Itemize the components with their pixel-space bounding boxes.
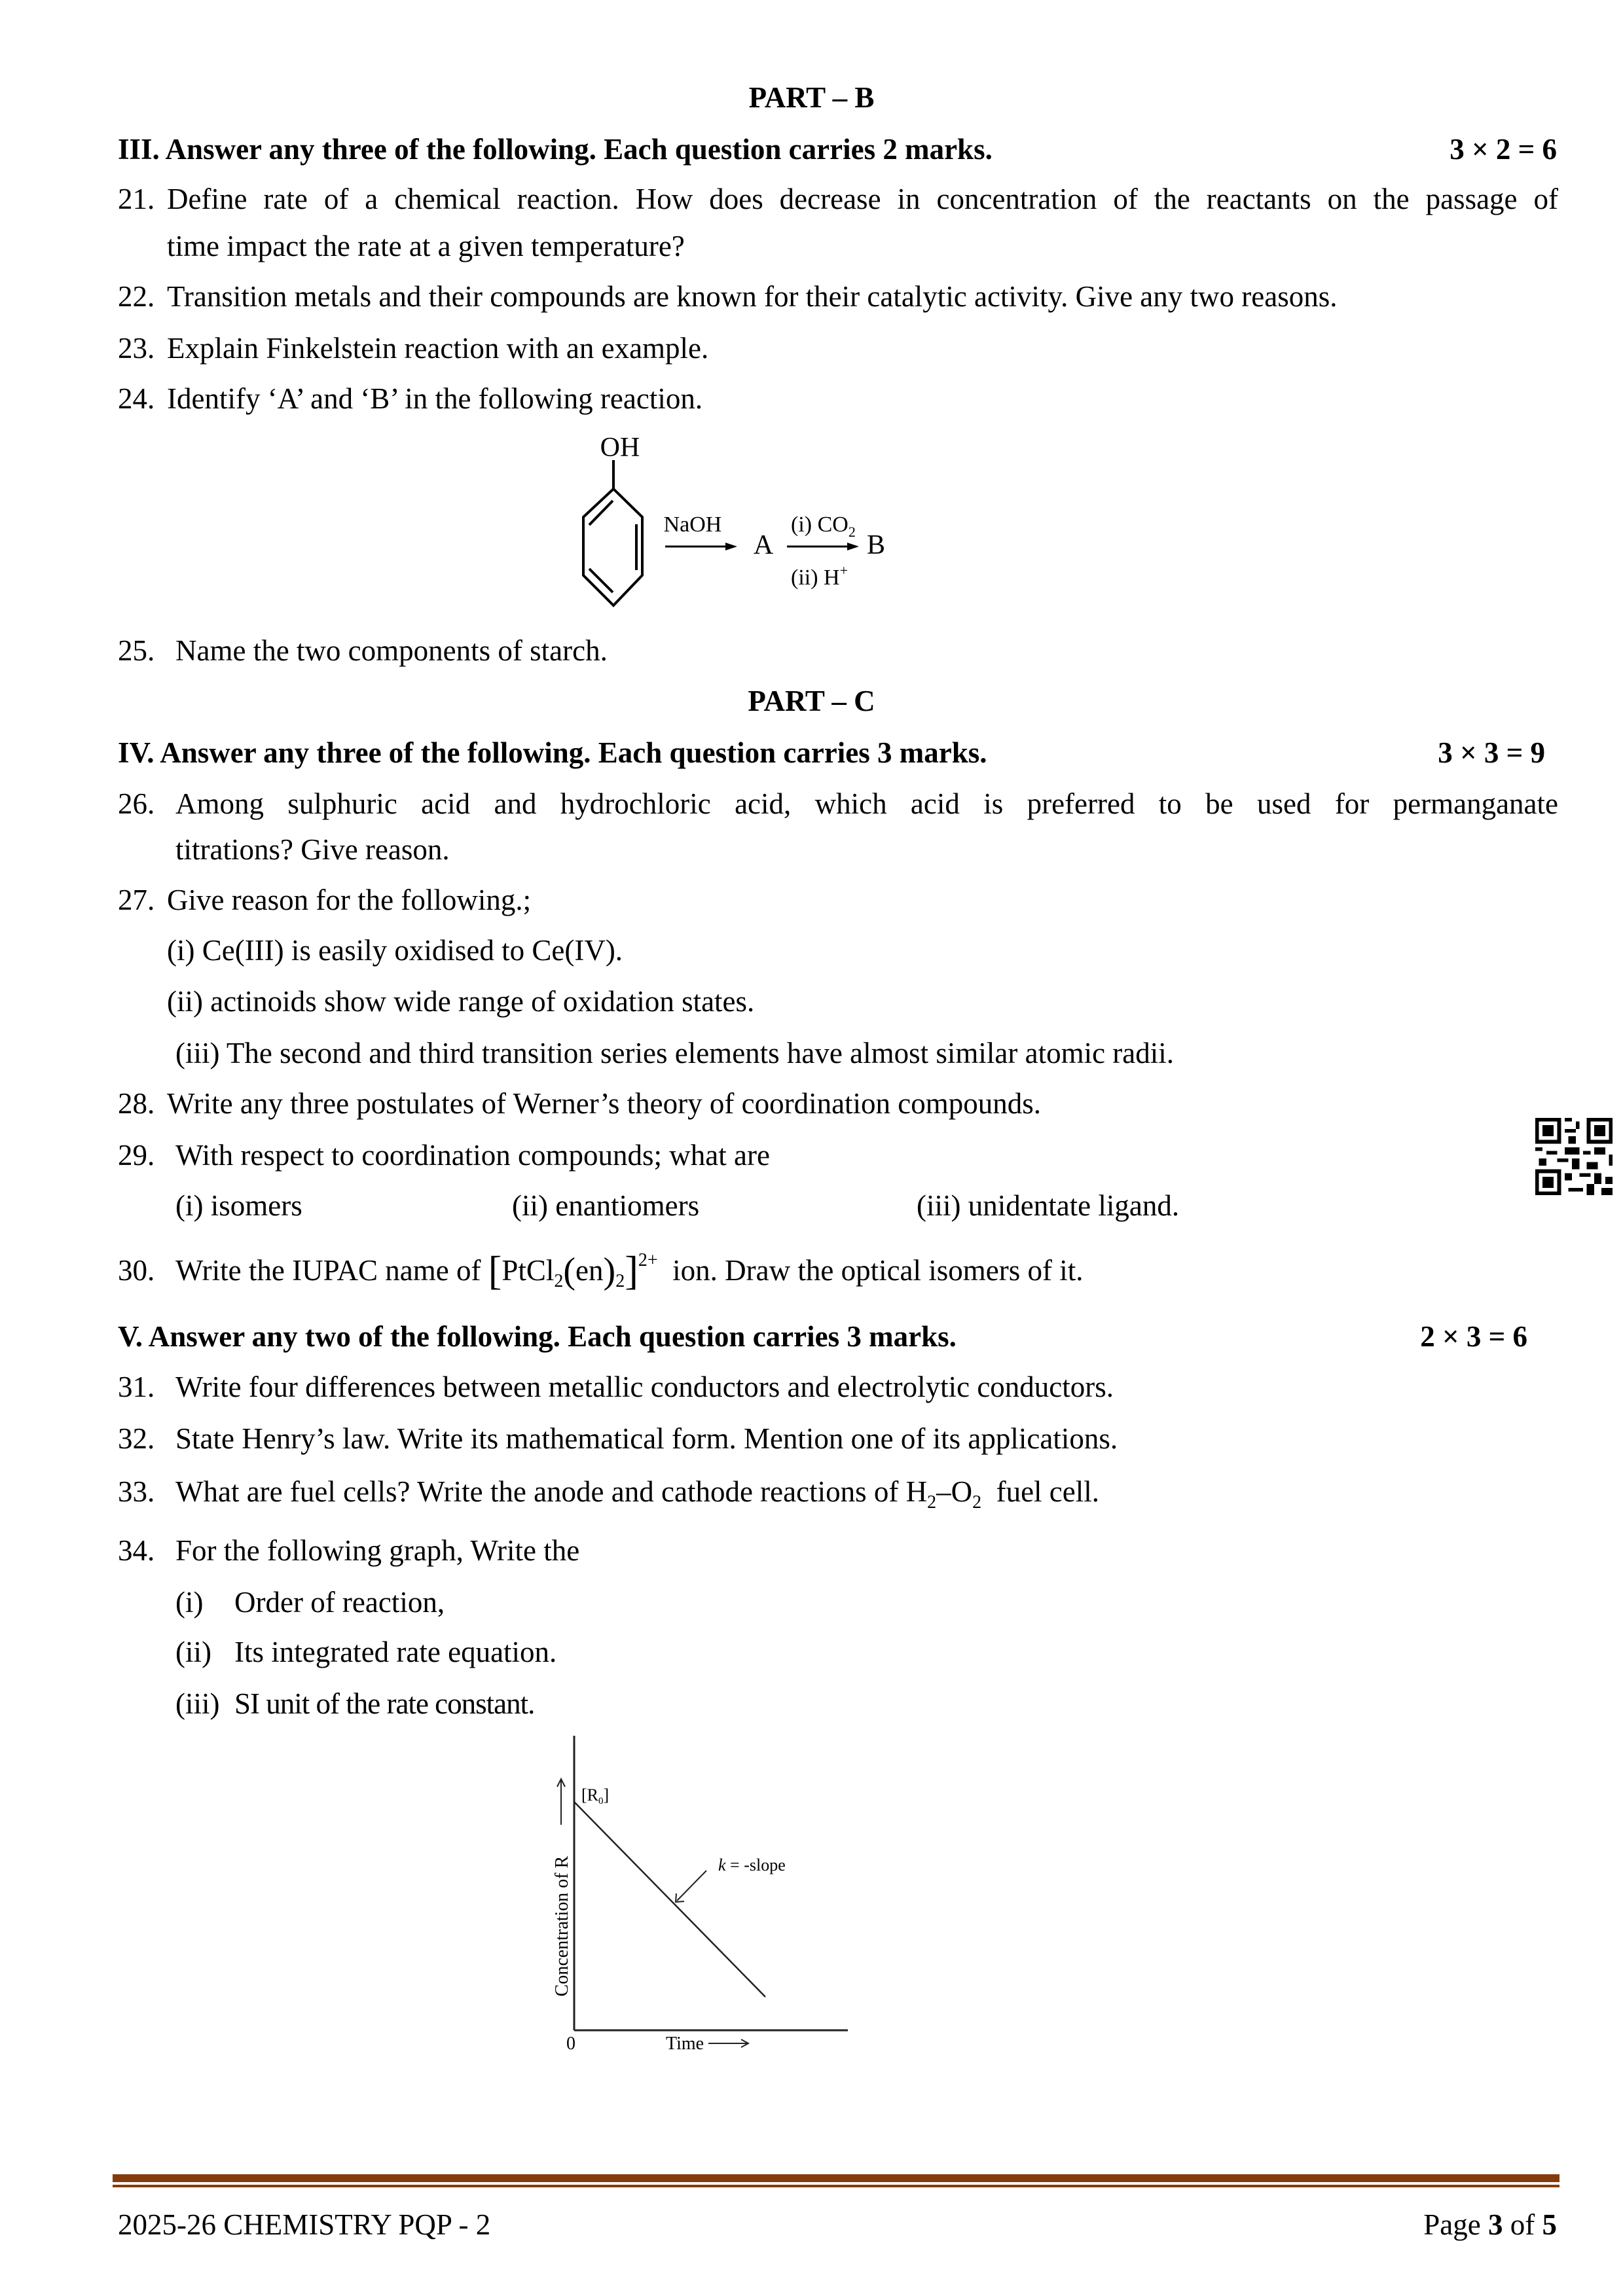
q34-text: For the following graph, Write the — [175, 1534, 580, 1567]
qr-code-icon — [1535, 1118, 1613, 1195]
q32-text: State Henry’s law. Write its mathematical form. Mention one of its applications. — [175, 1422, 1118, 1455]
q31-number: 31. — [118, 1371, 155, 1403]
slope-pointer-arrow — [677, 1871, 706, 1901]
reagent-h-plus: (ii) H+ — [791, 562, 848, 590]
part-c-heading: PART – C — [748, 685, 875, 717]
footer-rule-thin — [113, 2185, 1559, 2187]
arrowhead-1-icon — [725, 543, 737, 550]
q29-option-iii: (iii) unidentate ligand. — [917, 1189, 1180, 1222]
reagent-naoh: NaOH — [663, 512, 722, 537]
slope-annotation: k = -slope — [718, 1856, 786, 1874]
q23-number: 23. — [118, 332, 155, 365]
q30-text: Write the IUPAC name of $[PtCl_2(en)_2]^{2+}$ ion. Draw the optical isomers of it. — [175, 1249, 1084, 1293]
footer-page-number: Page 3 of 5 — [1423, 2208, 1557, 2241]
q27-sub-iii: (iii) The second and third transition series elements have almost similar atomic radii. — [175, 1037, 1175, 1069]
q34-sub-iii-label: (iii) — [175, 1687, 220, 1720]
concentration-line — [574, 1802, 765, 1997]
q27-sub-i: (i) Ce(III) is easily oxidised to Ce(IV). — [167, 934, 623, 967]
q31-text: Write four differences between metallic conductors and electrolytic conductors. — [175, 1371, 1114, 1403]
q29-text: With respect to coordination compounds; what are — [175, 1139, 770, 1172]
q28-text: Write any three postulates of Werner’s theory of coordination compounds. — [167, 1087, 1042, 1120]
benzene-ring-icon — [583, 460, 642, 605]
q34-sub-ii-text: Its integrated rate equation. — [234, 1636, 557, 1668]
q21-number: 21. — [118, 183, 155, 215]
q34-sub-i-text: Order of reaction, — [234, 1586, 445, 1619]
q26-text-cont: titrations? Give reason. — [175, 833, 450, 866]
q24-text: Identify ‘A’ and ‘B’ in the following reaction. — [167, 382, 703, 415]
product-b: B — [866, 530, 886, 560]
q34-number: 34. — [118, 1534, 155, 1567]
q33-number: 33. — [118, 1475, 155, 1508]
arrowhead-2-icon — [847, 543, 859, 550]
section-iv-instruction: IV. Answer any three of the following. Each question carries 3 marks. — [118, 736, 987, 769]
q21-text-cont: time impact the rate at a given temperature? — [167, 230, 685, 262]
y-axis-label: Concentration of R — [552, 1856, 572, 1997]
product-a: A — [753, 530, 774, 560]
section-iii-instruction: III. Answer any three of the following. Each question carries 2 marks. — [118, 133, 993, 166]
q22-number: 22. — [118, 280, 155, 313]
x-axis-label: Time — [666, 2034, 704, 2054]
intercept-label: [R0] — [581, 1785, 610, 1806]
q24-number: 24. — [118, 382, 155, 415]
q34-sub-iii-text: SI unit of the rate constant. — [234, 1687, 535, 1720]
q33-text: What are fuel cells? Write the anode and cathode reactions of $H_2-O_2$ fuel cell. — [175, 1475, 1099, 1513]
q26-number: 26. — [118, 787, 155, 820]
footer-rule-thick — [113, 2174, 1559, 2182]
q34-sub-ii-label: (ii) — [175, 1636, 211, 1668]
q25-number: 25. — [118, 634, 155, 667]
q23-text: Explain Finkelstein reaction with an example. — [167, 332, 709, 365]
part-b-heading: PART – B — [748, 81, 875, 114]
q30-charge: 2+ — [638, 1250, 658, 1270]
q25-text: Name the two components of starch. — [175, 634, 608, 667]
q27-text: Give reason for the following.; — [167, 884, 532, 916]
reagent-co2: (i) $CO_2$ — [791, 512, 856, 540]
q27-sub-ii: (ii) actinoids show wide range of oxidation states. — [167, 985, 755, 1018]
q29-option-i: (i) isomers — [175, 1189, 302, 1222]
q28-number: 28. — [118, 1087, 155, 1120]
phenol-reaction-scheme — [563, 419, 1152, 628]
section-v-instruction: V. Answer any two of the following. Each question carries 3 marks. — [118, 1320, 957, 1353]
origin-label: 0 — [566, 2034, 575, 2054]
q22-text: Transition metals and their compounds are known for their catalytic activity. Give any two reasons. — [167, 280, 1338, 313]
q32-number: 32. — [118, 1422, 155, 1455]
q30-number: 30. — [118, 1254, 155, 1287]
zero-order-graph — [537, 1728, 1061, 2134]
q27-number: 27. — [118, 884, 155, 916]
q29-number: 29. — [118, 1139, 155, 1172]
section-iii-marks: 3 × 2 = 6 — [1450, 133, 1557, 166]
q21-text: Define rate of a chemical reaction. How does decrease in concentration of the reactants on the passage of — [167, 183, 1558, 215]
footer-paper-title: 2025-26 CHEMISTRY PQP - 2 — [118, 2208, 491, 2241]
q29-option-ii: (ii) enantiomers — [512, 1189, 700, 1222]
section-iv-marks: 3 × 3 = 9 — [1438, 736, 1545, 769]
section-v-marks: 2 × 3 = 6 — [1420, 1320, 1527, 1353]
q34-sub-i-label: (i) — [175, 1586, 204, 1619]
q26-text: Among sulphuric acid and hydrochloric acid, which acid is preferred to be used for permanganate — [175, 787, 1558, 820]
hydroxyl-label: OH — [600, 433, 640, 463]
